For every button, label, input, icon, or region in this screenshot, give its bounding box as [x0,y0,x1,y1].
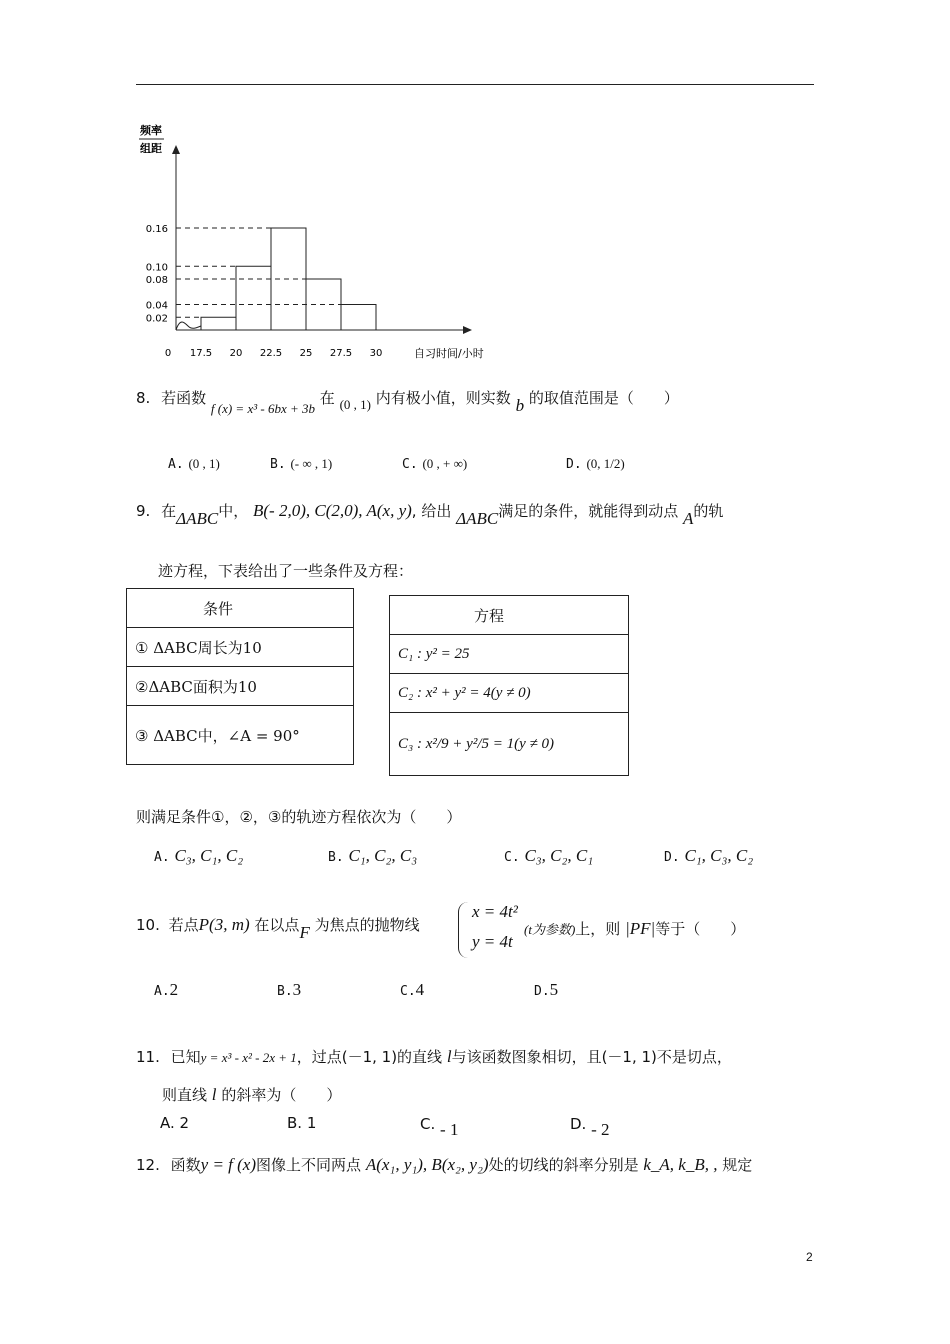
x-tick-label: 22.5 [259,348,283,359]
q9-text-1: 在 [161,502,177,520]
origin-label: 0 [164,348,172,359]
q10-text-2: 在以点 [254,916,300,934]
q10-equation-1: x = 4t² [472,902,518,921]
q9-text-5: 的轨 [693,502,724,520]
q10-option-b[interactable]: B.3 [277,980,302,999]
q12-points: A(x₁, y₁), B(x₂, y₂) [365,1155,489,1174]
q8-text-2: 在 [319,389,335,407]
q11-stem-line-2 [162,1084,341,1105]
q11-text-5: 的斜率为（ ） [221,1086,342,1104]
y-label-bottom: 组距 [140,142,162,155]
q12-function: y = f (x) [200,1155,257,1174]
q12-number: 12. [136,1156,160,1174]
q9-option-c[interactable]: C. C₃, C₂, C₁ [504,846,594,865]
q8-text-3: 内有极小值，则实数 [375,389,511,407]
q9-point-a: A [683,509,694,528]
q9-points: B(- 2,0), C(2,0), A(x, y) [253,501,412,520]
equations-header: 方程 [390,596,629,635]
conditions-table [126,588,354,765]
q11-stem [136,1046,732,1067]
q9-stem-line-2: 迹方程，下表给出了一些条件及方程： [158,562,414,580]
condition-3: ③ ΔABC中，∠A = 90° [127,706,354,765]
condition-1: ① ΔABC周长为10 [127,628,354,667]
q10-parameter: (t为参数) [524,922,576,937]
q10-stem-end [524,918,745,939]
y-tick-label: 0.04 [145,300,168,312]
q11-text-4: 则直线 [162,1086,208,1104]
q10-focus: F [299,923,310,942]
q11-text-3: 与该函数图象相切，且(－1, 1)不是切点， [451,1048,732,1066]
q9-triangle-2: ΔABC [456,509,499,528]
q8-option-d[interactable]: D. (0, 1/2) [566,456,625,472]
equation-1: C₁ : y² = 25 [390,635,629,674]
x-tick-label: 25 [299,348,313,359]
y-tick-label: 0.10 [145,262,168,274]
q12-stem [136,1154,752,1175]
q12-text-3: 处的切线的斜率分别是 [488,1156,639,1174]
q10-stem [136,914,420,942]
q8-number: 8. [136,389,151,407]
histogram-bar [201,317,236,330]
q10-option-c[interactable]: C.4 [400,980,425,999]
q11-line-l-2: l [211,1085,217,1104]
q11-function: y = x³ - x² - 2x + 1 [200,1050,297,1065]
histogram-bar [236,266,271,330]
page-number: 2 [806,1250,813,1264]
histogram-chart [130,120,510,370]
equation-2: C₂ : x² + y² = 4(y ≠ 0) [390,674,629,713]
q9-question: 则满足条件①，②，③的轨迹方程依次为（ ） [136,808,462,826]
q9-text-2: 中， [218,502,249,520]
q11-option-a[interactable]: A. 2 [160,1114,190,1132]
y-label-top: 频率 [140,124,162,137]
q11-number: 11. [136,1048,160,1066]
q10-text-3: 为焦点的抛物线 [314,916,420,934]
q9-text-3: , 给出 [411,502,452,520]
x-tick-label: 27.5 [329,348,353,359]
q10-pf: |PF| [625,919,656,938]
q12-text-2: 图像上不同两点 [256,1156,362,1174]
q10-text-5: 等于（ ） [655,920,746,938]
header-rule [136,84,814,85]
q12-slopes: k_A, k_B, , [643,1155,718,1174]
q10-option-a[interactable]: A.2 [154,980,179,999]
x-tick-label: 30 [369,348,383,359]
q9-option-d[interactable]: D. C₁, C₃, C₂ [664,846,754,865]
q8-option-c[interactable]: C. (0 , + ∞) [402,456,468,472]
q9-stem [136,500,724,528]
q10-brace [458,902,471,958]
q10-option-d[interactable]: D.5 [534,980,559,999]
q11-option-b[interactable]: B. 1 [287,1114,317,1132]
q11-line-l: l [446,1047,452,1066]
x-axis-label: 自习时间/小时 [414,347,484,360]
q9-triangle: ΔABC [176,509,219,528]
q10-number: 10. [136,916,160,934]
q8-text-1: 若函数 [161,389,207,407]
equations-table [389,595,629,776]
q12-text-4: 规定 [722,1156,753,1174]
q9-text-4: 满足的条件，就能得到动点 [498,502,679,520]
q9-number: 9. [136,502,151,520]
x-tick-label: 20 [229,348,243,359]
x-axis-arrow [463,326,472,334]
q9-option-a[interactable]: A. C₃, C₁, C₂ [154,846,244,865]
q8-variable: b [515,396,525,415]
q11-option-c[interactable]: C. - 1 [420,1115,459,1139]
axis-break [176,322,201,330]
q11-text-1: 已知 [170,1048,201,1066]
q10-equation-2: y = 4t [472,932,513,951]
q8-text-4: 的取值范围是（ ） [528,389,679,407]
q9-option-b[interactable]: B. C₁, C₂, C₃ [328,846,418,865]
q8-interval: (0 , 1) [339,397,371,412]
q8-option-b[interactable]: B. (- ∞ , 1) [270,456,333,472]
conditions-header: 条件 [127,589,354,628]
q8-stem [136,387,679,416]
equation-3: C₃ : x²/9 + y²/5 = 1(y ≠ 0) [390,713,629,776]
q11-text-2: ，过点(－1, 1)的直线 [296,1048,443,1066]
y-tick-label: 0.02 [145,313,168,325]
q10-point: P(3, m) [198,915,250,934]
q8-function: f (x) = x³ - 6bx + 3b [210,401,315,416]
q11-option-d[interactable]: D. - 2 [570,1115,610,1139]
condition-2: ②ΔABC面积为10 [127,667,354,706]
x-tick-label: 17.5 [189,348,213,359]
q10-text-4: 上，则 [575,920,621,938]
y-tick-label: 0.08 [145,275,168,286]
q8-option-a[interactable]: A. (0 , 1) [168,456,220,472]
q12-text-1: 函数 [170,1156,201,1174]
y-axis-arrow [172,145,180,154]
histogram-bar [341,305,376,331]
q10-text-1: 若点 [168,916,199,934]
y-tick-label: 0.16 [145,224,168,235]
